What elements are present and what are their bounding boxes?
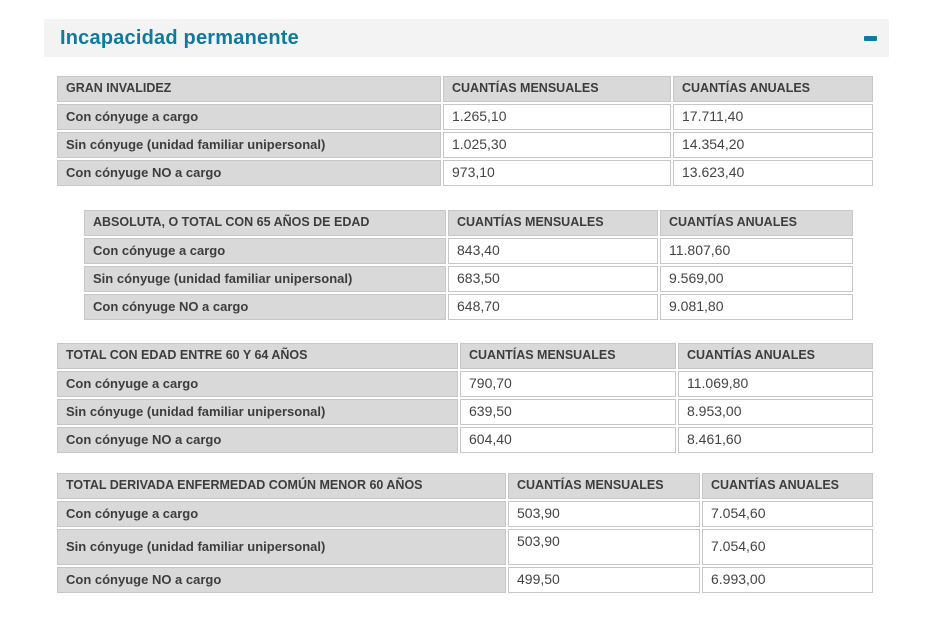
cell-mensual: 973,10 xyxy=(443,160,671,186)
cell-anual: 17.711,40 xyxy=(673,104,873,130)
table-row xyxy=(57,371,873,397)
cell-mensual: 503,90 xyxy=(508,501,700,527)
column-header: CUANTÍAS MENSUALES xyxy=(508,473,700,499)
row-label: Con cónyuge NO a cargo xyxy=(57,567,506,593)
column-header: GRAN INVALIDEZ xyxy=(57,76,441,102)
cell-anual: 8.461,60 xyxy=(678,427,873,453)
row-label: Sin cónyuge (unidad familiar unipersonal) xyxy=(57,399,458,425)
column-header: CUANTÍAS MENSUALES xyxy=(460,343,676,369)
cell-mensual: 503,90 xyxy=(508,529,700,565)
cell-mensual: 1.025,30 xyxy=(443,132,671,158)
table-row xyxy=(84,294,853,320)
cell-anual: 14.354,20 xyxy=(673,132,873,158)
cell-anual: 13.623,40 xyxy=(673,160,873,186)
row-label: Con cónyuge NO a cargo xyxy=(84,294,446,320)
column-header: TOTAL DERIVADA ENFERMEDAD COMÚN MENOR 60 AÑOS xyxy=(57,473,506,499)
cell-anual: 9.569,00 xyxy=(660,266,853,292)
tables-container xyxy=(0,74,928,595)
column-header: ABSOLUTA, O TOTAL CON 65 AÑOS DE EDAD xyxy=(84,210,446,236)
cuantias-table xyxy=(55,341,875,455)
table-row xyxy=(84,266,853,292)
column-header: CUANTÍAS ANUALES xyxy=(660,210,853,236)
column-header: CUANTÍAS ANUALES xyxy=(673,76,873,102)
section-title: Incapacidad permanente xyxy=(60,26,299,49)
table-row xyxy=(57,529,873,565)
table-row xyxy=(57,104,873,130)
column-header: CUANTÍAS MENSUALES xyxy=(443,76,671,102)
row-label: Con cónyuge NO a cargo xyxy=(57,160,441,186)
row-label: Sin cónyuge (unidad familiar unipersonal) xyxy=(57,529,506,565)
cell-anual: 11.807,60 xyxy=(660,238,853,264)
row-label: Con cónyuge a cargo xyxy=(84,238,446,264)
table-row xyxy=(57,567,873,593)
header-row xyxy=(57,343,873,369)
cell-mensual: 790,70 xyxy=(460,371,676,397)
column-header: TOTAL CON EDAD ENTRE 60 Y 64 AÑOS xyxy=(57,343,458,369)
header-row xyxy=(57,473,873,499)
table-row xyxy=(57,501,873,527)
table-row xyxy=(57,427,873,453)
header-row xyxy=(57,76,873,102)
row-label: Sin cónyuge (unidad familiar unipersonal) xyxy=(84,266,446,292)
cell-mensual: 648,70 xyxy=(448,294,658,320)
table-row xyxy=(57,160,873,186)
cell-anual: 11.069,80 xyxy=(678,371,873,397)
table-row xyxy=(57,132,873,158)
row-label: Con cónyuge a cargo xyxy=(57,104,441,130)
row-label: Con cónyuge a cargo xyxy=(57,371,458,397)
cell-anual: 6.993,00 xyxy=(702,567,873,593)
cuantias-table xyxy=(55,74,875,188)
section-header-incapacidad-permanente[interactable] xyxy=(44,19,889,57)
header-row xyxy=(84,210,853,236)
table-row xyxy=(57,399,873,425)
column-header: CUANTÍAS MENSUALES xyxy=(448,210,658,236)
cell-anual: 7.054,60 xyxy=(702,529,873,565)
row-label: Sin cónyuge (unidad familiar unipersonal) xyxy=(57,132,441,158)
row-label: Con cónyuge a cargo xyxy=(57,501,506,527)
collapse-minus-icon[interactable] xyxy=(864,36,877,41)
cuantias-table xyxy=(82,208,855,322)
cell-anual: 9.081,80 xyxy=(660,294,853,320)
cell-anual: 7.054,60 xyxy=(702,501,873,527)
cell-mensual: 604,40 xyxy=(460,427,676,453)
cell-mensual: 1.265,10 xyxy=(443,104,671,130)
column-header: CUANTÍAS ANUALES xyxy=(702,473,873,499)
row-label: Con cónyuge NO a cargo xyxy=(57,427,458,453)
column-header: CUANTÍAS ANUALES xyxy=(678,343,873,369)
cell-mensual: 639,50 xyxy=(460,399,676,425)
table-row xyxy=(84,238,853,264)
cuantias-table xyxy=(55,471,875,595)
cell-mensual: 843,40 xyxy=(448,238,658,264)
cell-mensual: 499,50 xyxy=(508,567,700,593)
cell-mensual: 683,50 xyxy=(448,266,658,292)
cell-anual: 8.953,00 xyxy=(678,399,873,425)
